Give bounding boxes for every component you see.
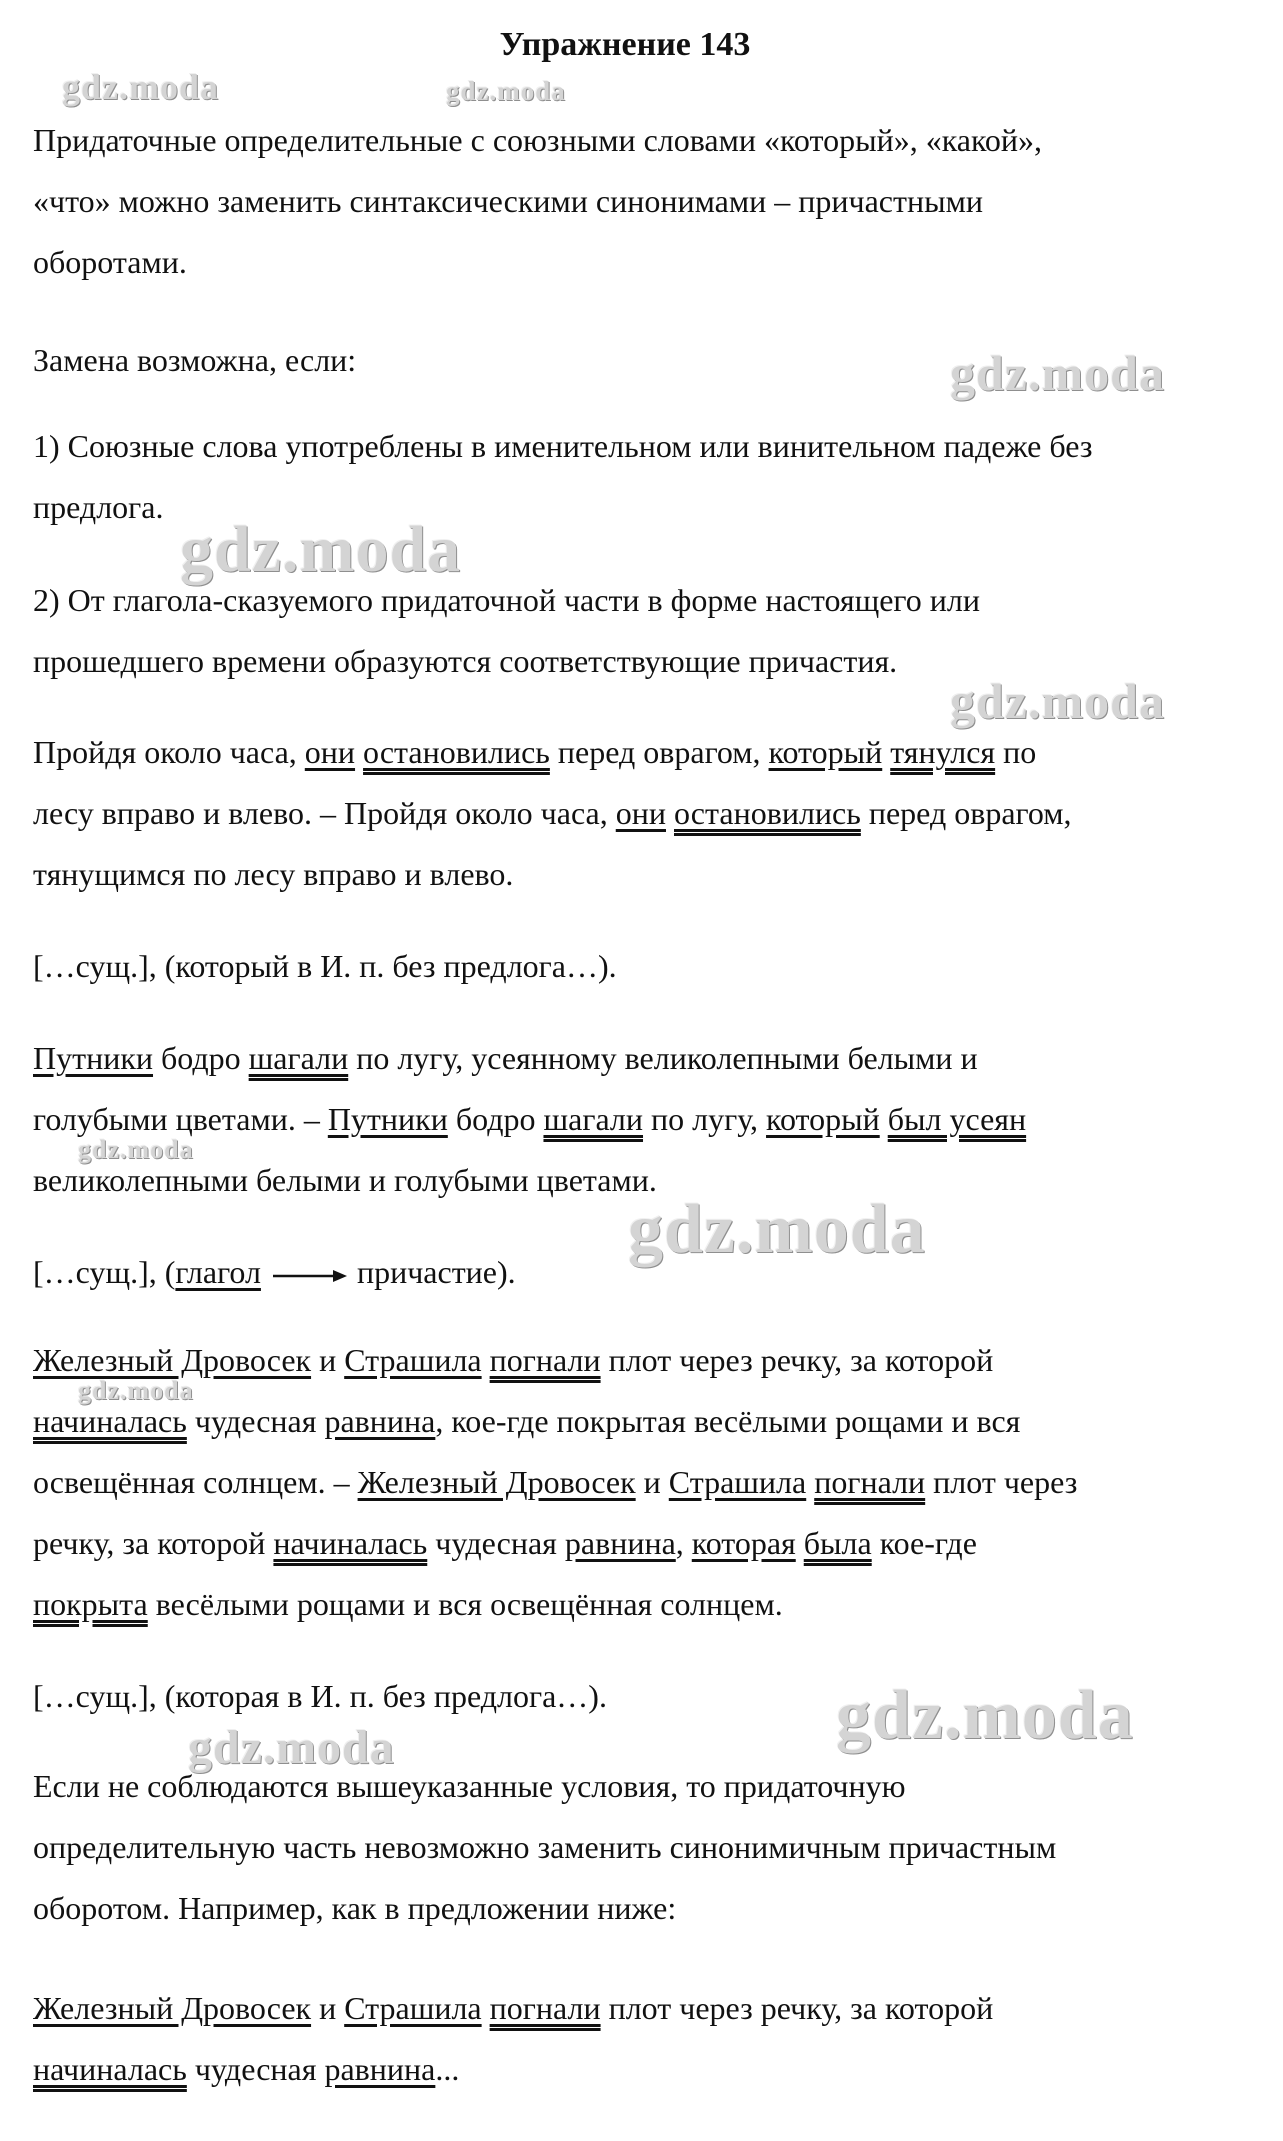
condition-heading: Замена возможна, если:	[33, 342, 357, 378]
text: Пройдя около часа,	[33, 734, 305, 770]
watermark: gdz.moda	[950, 673, 1165, 729]
watermark: gdz.moda	[446, 76, 566, 106]
subject-word: Путники	[33, 1040, 154, 1076]
condition-2	[33, 570, 1223, 692]
subject-word: Страшила	[344, 1990, 482, 2026]
text: ...	[435, 2051, 460, 2087]
example-2	[33, 1028, 1223, 1211]
text: кое-где	[871, 1525, 977, 1561]
scheme-1: […сущ.], (который в И. п. без предлога…).	[33, 948, 617, 984]
text: и	[311, 1342, 345, 1378]
text: освещённая солнцем. –	[33, 1464, 358, 1500]
subject-word: равнина	[564, 1525, 676, 1561]
text: ,	[675, 1525, 692, 1561]
predicate-word: шагали	[248, 1040, 349, 1076]
subject-word: они	[304, 734, 356, 770]
text: лесу вправо и влево. – Пройдя около часа,	[33, 795, 616, 831]
text	[355, 734, 363, 770]
intro-paragraph	[33, 110, 1223, 293]
text-line: 2) От глагола-сказуемого придаточной части в форме настоящего или	[33, 582, 980, 618]
text: плот через речку, за которой	[600, 1990, 994, 2026]
text: плот через речку, за которой	[600, 1342, 994, 1378]
subject-word: Железный Дровосек	[33, 1342, 312, 1378]
subject-word: которая	[691, 1525, 796, 1561]
text	[666, 795, 674, 831]
subject-word: Железный Дровосек	[357, 1464, 636, 1500]
example-4	[33, 1978, 1223, 2100]
text	[482, 1990, 490, 2026]
subject-word: который	[768, 734, 883, 770]
subject-word: Страшила	[668, 1464, 807, 1500]
subject-word: равнина	[324, 2051, 436, 2087]
subject-word: Страшила	[344, 1342, 482, 1378]
text-line: 1) Союзные слова употреблены в именительном или винительном падеже без	[33, 428, 1093, 464]
text: , кое-где покрытая весёлыми рощами и вся	[435, 1403, 1021, 1439]
text: и	[635, 1464, 669, 1500]
watermark: gdz.moda	[950, 345, 1165, 401]
text: по лугу,	[643, 1101, 767, 1137]
watermark: gdz.moda	[62, 67, 220, 107]
text-line: Придаточные определительные с союзными словами «который», «какой»,	[33, 122, 1042, 158]
text	[880, 1101, 888, 1137]
example-3	[33, 1330, 1223, 1635]
verb-word: глагол	[175, 1254, 261, 1290]
text: бодро	[153, 1040, 249, 1076]
watermark: gdz.moda	[78, 1376, 194, 1405]
text-line: оборотами.	[33, 244, 187, 280]
subject-word: который	[766, 1101, 880, 1137]
predicate-word: начиналась	[273, 1525, 428, 1561]
text	[482, 1342, 490, 1378]
watermark: gdz.moda	[836, 1677, 1134, 1754]
text: перед оврагом,	[549, 734, 769, 770]
text: тянущимся по лесу вправо и влево.	[33, 856, 514, 892]
text-line: определительную часть невозможно заменить синонимичным причастным	[33, 1829, 1057, 1865]
predicate-word: был усеян	[887, 1101, 1027, 1137]
predicate-word: покрыта	[33, 1586, 148, 1622]
text: чудесная	[427, 1525, 565, 1561]
text: плот через	[925, 1464, 1078, 1500]
predicate-word: погнали	[489, 1990, 601, 2026]
predicate-word: начиналась	[33, 2051, 187, 2087]
example-1	[33, 722, 1223, 905]
text: по лугу, усеянному великолепными белыми и	[348, 1040, 978, 1076]
subject-word: равнина	[324, 1403, 436, 1439]
subject-word: Путники	[327, 1101, 448, 1137]
text: по	[995, 734, 1037, 770]
watermark: gdz.moda	[180, 513, 462, 586]
subject-word: они	[615, 795, 666, 831]
watermark: gdz.moda	[78, 1135, 194, 1164]
text: голубыми цветами. –	[33, 1101, 328, 1137]
text: и	[311, 1990, 345, 2026]
subject-word: Железный Дровосек	[33, 1990, 312, 2026]
predicate-word: погнали	[814, 1464, 926, 1500]
predicate-word: тянулся	[890, 734, 996, 770]
text: бодро	[447, 1101, 544, 1137]
text: великолепными белыми и голубыми цветами.	[33, 1162, 657, 1198]
text: чудесная	[186, 2051, 325, 2087]
predicate-word: шагали	[543, 1101, 644, 1137]
watermark: gdz.moda	[628, 1191, 926, 1268]
text-line: прошедшего времени образуются соответствующие причастия.	[33, 643, 898, 679]
text: чудесная	[186, 1403, 325, 1439]
text-line: Если не соблюдаются вышеуказанные условия, то придаточную	[33, 1768, 906, 1804]
predicate-word: начиналась	[33, 1403, 187, 1439]
watermark: gdz.moda	[188, 1721, 395, 1774]
predicate-word: остановились	[363, 734, 550, 770]
scheme-3: […сущ.], (которая в И. п. без предлога…).	[33, 1678, 607, 1714]
condition-1	[33, 416, 1223, 538]
text: весёлыми рощами и вся освещённая солнцем.	[147, 1586, 783, 1622]
text: причастие).	[348, 1254, 516, 1290]
arrow-right-icon	[269, 1268, 349, 1284]
scheme-2	[33, 1242, 1223, 1303]
text-line: оборотом. Например, как в предложении ниже:	[33, 1890, 677, 1926]
outro-paragraph	[33, 1756, 1223, 1939]
text-line: предлога.	[33, 489, 164, 525]
text	[796, 1525, 804, 1561]
text-line: «что» можно заменить синтаксическими синонимами – причастными	[33, 183, 983, 219]
predicate-word: была	[803, 1525, 872, 1561]
text: перед оврагом,	[860, 795, 1072, 831]
predicate-word: погнали	[489, 1342, 601, 1378]
page-title: Упражнение 143	[499, 26, 751, 63]
predicate-word: остановились	[674, 795, 861, 831]
text: речку, за которой	[33, 1525, 274, 1561]
text: […сущ.], (	[33, 1254, 176, 1290]
